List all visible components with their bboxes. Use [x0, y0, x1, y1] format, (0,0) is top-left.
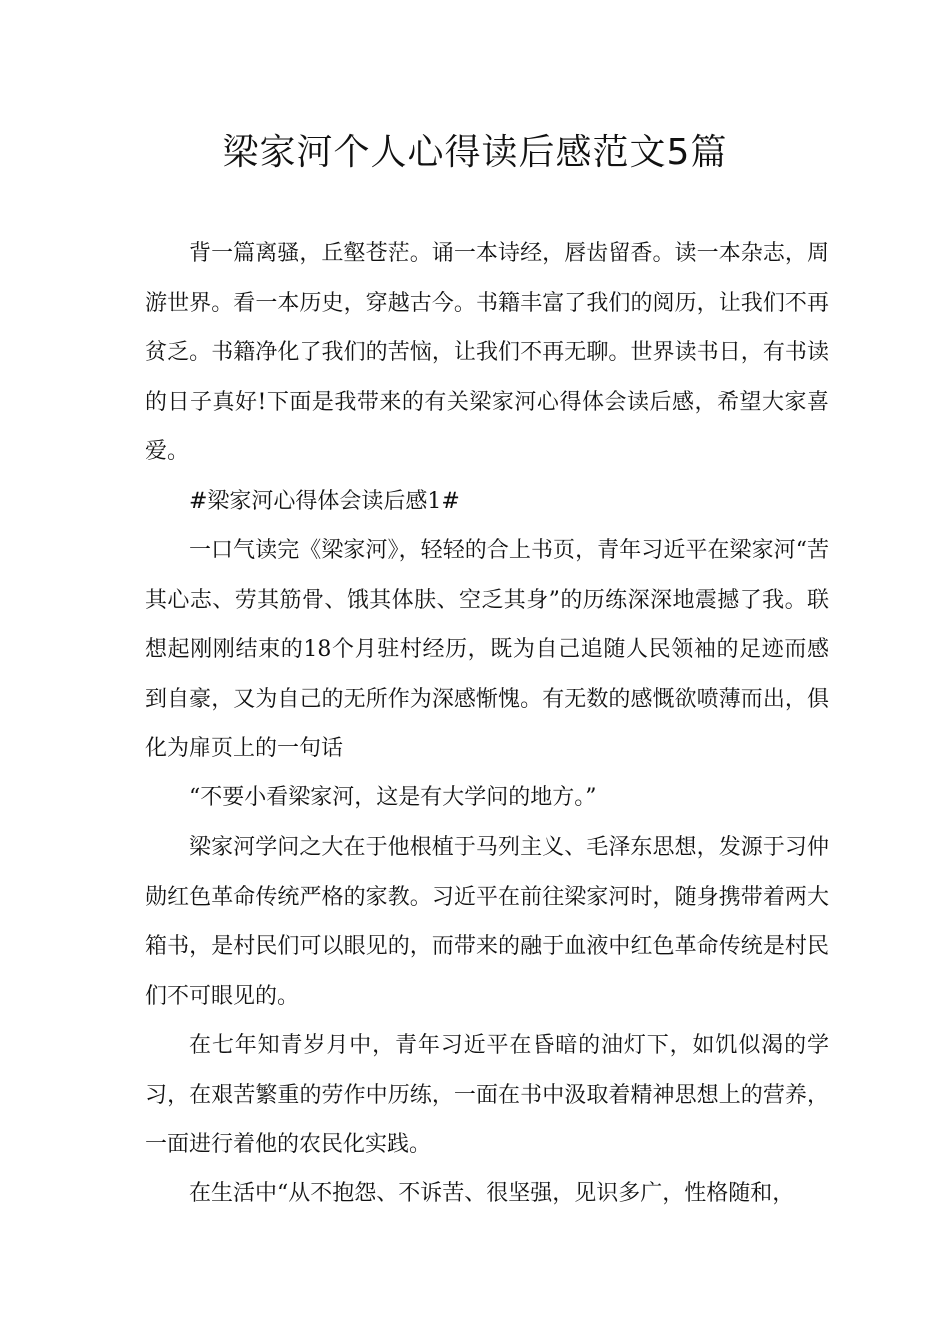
paragraph-body: 一口气读完《梁家河》，轻轻的合上书页，青年习近平在梁家河“苦其心志、劳其筋骨、饿其体肤、空乏其身”的历练深深地震撼了我。联想起刚刚结束的18个月驻村经历，既为自己追随人民领袖的足迹而感到自豪，又为自己的无所作为深感惭愧。有无数的感慨欲喷薄而出，俱化为扉页上的一句话 [145, 538, 829, 761]
paragraph-body: 梁家河学问之大在于他根植于马列主义、毛泽东思想，发源于习仲勋红色革命传统严格的家教。习近平在前往梁家河时，随身携带着两大箱书，是村民们可以眼见的，而带来的融于血液中红色革命传统是村民们不可眼见的。 [145, 835, 829, 1009]
paragraph-intro: 背一篇离骚，丘壑苍茫。诵一本诗经，唇齿留香。读一本杂志，周游世界。看一本历史，穿越古今。书籍丰富了我们的阅历，让我们不再贫乏。书籍净化了我们的苦恼，让我们不再无聊。世界读书日，有书读的日子真好!下面是我带来的有关梁家河心得体会读后感，希望大家喜爱。 [145, 241, 829, 464]
paragraph-body: 在七年知青岁月中，青年习近平在昏暗的油灯下，如饥似渴的学习，在艰苦繁重的劳作中历练，一面在书中汲取着精神思想上的营养，一面进行着他的农民化实践。 [145, 1033, 829, 1157]
section-heading-1: #梁家河心得体会读后感1# [189, 489, 460, 514]
quote-line: “不要小看梁家河，这是有大学问的地方。” [189, 785, 597, 810]
paragraph-body: 在生活中“从不抱怨、不诉苦、很坚强，见识多广，性格随和， [189, 1181, 795, 1206]
document-title: 梁家河个人心得读后感范文5篇 [222, 132, 728, 173]
